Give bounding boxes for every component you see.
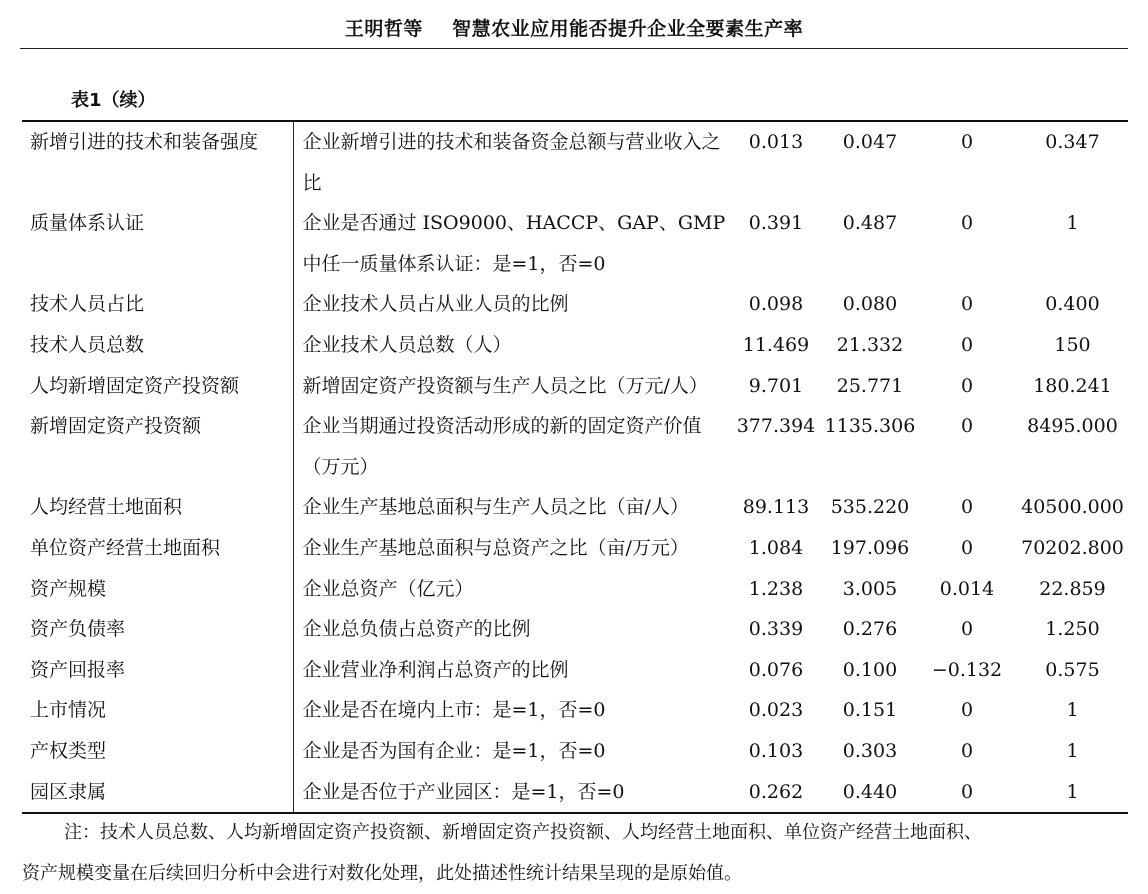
table-row xyxy=(22,772,1128,813)
min-value: 0 xyxy=(960,333,974,356)
mean-value: 0.339 xyxy=(748,618,804,641)
variable-definition: 企业生产基地总面积与总资产之比（亩/万元） xyxy=(302,536,689,559)
table-body xyxy=(22,122,1128,812)
table-title: 表1（续） xyxy=(71,90,156,111)
variable-name: 人均经营土地面积 xyxy=(22,487,293,528)
sd-value: 0.080 xyxy=(842,293,898,316)
max-value: 1 xyxy=(1066,699,1079,722)
min-value: 0 xyxy=(960,699,974,722)
variable-definition: 企业营业净利润占总资产的比例 xyxy=(302,658,569,681)
max-value: 0.347 xyxy=(1045,131,1100,153)
mean-value: 89.113 xyxy=(742,496,810,519)
table-row xyxy=(22,122,1128,203)
table-row xyxy=(22,569,1128,610)
variable-name: 质量体系认证 xyxy=(22,203,293,284)
min-value: 0 xyxy=(960,496,974,519)
max-value: 22.859 xyxy=(1039,577,1106,600)
mean-value: 1.238 xyxy=(748,577,804,600)
variable-definition: 企业技术人员总数（人） xyxy=(302,333,512,356)
variable-name: 上市情况 xyxy=(22,690,293,731)
header-authors: 王明哲等 xyxy=(344,18,423,40)
sd-value: 0.303 xyxy=(842,739,898,762)
min-value: 0 xyxy=(960,780,974,803)
variable-name: 园区隶属 xyxy=(22,772,293,813)
sd-value: 0.440 xyxy=(842,780,898,803)
max-value: 1 xyxy=(1066,212,1079,235)
variable-definition: 企业是否位于产业园区：是=1，否=0 xyxy=(302,780,625,803)
sd-value: 0.276 xyxy=(842,618,898,641)
mean-value: 377.394 xyxy=(736,415,816,438)
header-rule xyxy=(20,48,1128,49)
statistics-table-grid xyxy=(22,122,1128,812)
table-row xyxy=(22,690,1128,731)
variable-definition: 企业是否通过 ISO9000、HACCP、GAP、GMP 中任一质量体系认证：是=1，否=0 xyxy=(302,212,726,275)
variable-definition: 企业总资产（亿元） xyxy=(302,577,474,600)
table-row xyxy=(22,528,1128,569)
variable-definition: 企业当期通过投资活动形成的新的固定资产价值（万元） xyxy=(302,415,702,478)
mean-value: 0.076 xyxy=(748,658,804,681)
variable-name: 人均新增固定资产投资额 xyxy=(22,366,293,407)
variable-definition: 企业技术人员占从业人员的比例 xyxy=(302,293,569,316)
sd-value: 0.100 xyxy=(842,658,898,681)
sd-value: 1135.306 xyxy=(824,415,916,438)
variable-name: 资产回报率 xyxy=(22,650,293,691)
table-row xyxy=(22,284,1128,325)
variable-name: 新增固定资产投资额 xyxy=(22,406,293,487)
sd-value: 21.332 xyxy=(836,333,904,356)
sd-value: 0.151 xyxy=(842,699,898,722)
min-value: 0 xyxy=(960,212,974,235)
max-value: 0.400 xyxy=(1045,293,1100,316)
note-line-1: 注：技术人员总数、人均新增固定资产投资额、新增固定资产投资额、人均经营土地面积、单位资产经营土地面积、 xyxy=(64,822,982,843)
variable-name: 技术人员占比 xyxy=(22,284,293,325)
max-value: 180.241 xyxy=(1033,374,1112,397)
min-value: 0 xyxy=(960,618,974,641)
variable-name: 资产负债率 xyxy=(22,609,293,650)
variable-name: 资产规模 xyxy=(22,569,293,610)
running-header xyxy=(0,14,1148,41)
max-value: 70202.800 xyxy=(1021,536,1124,559)
sd-value: 0.047 xyxy=(842,131,898,153)
variable-name: 新增引进的技术和装备强度 xyxy=(22,122,293,203)
table-row xyxy=(22,366,1128,407)
max-value: 1.250 xyxy=(1045,618,1100,641)
max-value: 8495.000 xyxy=(1027,415,1118,438)
variable-name: 产权类型 xyxy=(22,731,293,772)
variable-name: 单位资产经营土地面积 xyxy=(22,528,293,569)
mean-value: 0.023 xyxy=(748,699,804,722)
variable-definition: 企业生产基地总面积与生产人员之比（亩/人） xyxy=(302,496,689,519)
mean-value: 0.098 xyxy=(748,293,804,316)
max-value: 150 xyxy=(1054,333,1091,356)
min-value: 0 xyxy=(960,739,974,762)
min-value: 0 xyxy=(960,293,974,316)
table-row xyxy=(22,609,1128,650)
note-line-2: 资产规模变量在后续回归分析中会进行对数化处理，此处描述性统计结果呈现的是原始值。 xyxy=(22,863,742,884)
variable-definition: 企业总负债占总资产的比例 xyxy=(302,618,531,641)
max-value: 40500.000 xyxy=(1021,496,1124,519)
mean-value: 1.084 xyxy=(748,536,804,559)
variable-definition: 企业是否为国有企业：是=1，否=0 xyxy=(302,739,606,762)
min-value: 0 xyxy=(960,536,974,559)
sd-value: 25.771 xyxy=(836,374,904,397)
min-value: 0.014 xyxy=(939,577,995,600)
min-value: 0 xyxy=(960,374,974,397)
mean-value: 9.701 xyxy=(748,374,804,397)
table-row xyxy=(22,731,1128,772)
sd-value: 535.220 xyxy=(830,496,910,519)
sd-value: 3.005 xyxy=(842,577,898,600)
max-value: 0.575 xyxy=(1045,658,1100,681)
table-row xyxy=(22,406,1128,487)
table-row xyxy=(22,203,1128,284)
mean-value: 0.013 xyxy=(748,131,804,153)
table-row xyxy=(22,650,1128,691)
variable-name: 技术人员总数 xyxy=(22,325,293,366)
min-value: 0 xyxy=(960,415,974,438)
mean-value: 0.262 xyxy=(748,780,804,803)
table-note xyxy=(22,812,1144,894)
table-row xyxy=(22,325,1128,366)
min-value: −0.132 xyxy=(931,658,1003,681)
sd-value: 0.487 xyxy=(842,212,898,235)
table-row xyxy=(22,487,1128,528)
max-value: 1 xyxy=(1066,739,1079,762)
min-value: 0 xyxy=(960,131,974,153)
sd-value: 197.096 xyxy=(830,536,910,559)
statistics-table xyxy=(22,120,1128,814)
variable-definition: 新增固定资产投资额与生产人员之比（万元/人） xyxy=(302,374,708,397)
variable-definition: 企业新增引进的技术和装备资金总额与营业收入之比 xyxy=(302,131,721,194)
mean-value: 0.391 xyxy=(748,212,804,235)
header-article-title: 智慧农业应用能否提升企业全要素生产率 xyxy=(452,18,804,40)
mean-value: 11.469 xyxy=(742,333,810,356)
max-value: 1 xyxy=(1066,780,1079,803)
mean-value: 0.103 xyxy=(748,739,804,762)
variable-definition: 企业是否在境内上市：是=1，否=0 xyxy=(302,699,606,722)
